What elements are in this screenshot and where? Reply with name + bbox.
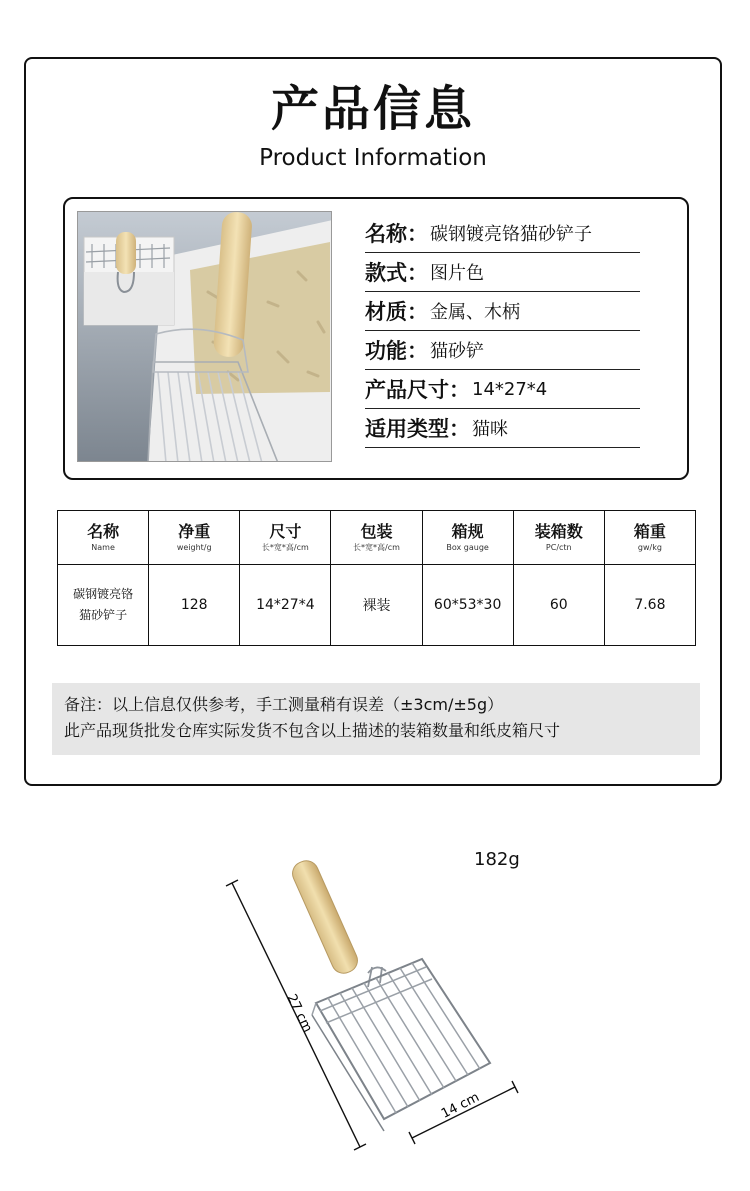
width-label: 14 cm bbox=[438, 1090, 482, 1122]
table-header-cell: 尺寸 长*宽*高/cm bbox=[240, 511, 331, 565]
spec-value: 图片色 bbox=[430, 263, 484, 284]
dimension-diagram bbox=[200, 855, 540, 1165]
spec-label: 产品尺寸： bbox=[365, 378, 470, 402]
spec-row-function bbox=[365, 331, 640, 370]
spec-row-material bbox=[365, 292, 640, 331]
table-header-cell: 净重 weight/g bbox=[149, 511, 240, 565]
spec-value: 14*27*4 bbox=[472, 378, 548, 400]
table-header-row bbox=[58, 511, 696, 565]
scoop-handle bbox=[289, 857, 362, 977]
spec-box bbox=[63, 197, 689, 480]
table-cell-name: 碳钢镀亮铬 猫砂铲子 bbox=[58, 565, 149, 646]
table-header-cell: 箱重 gw/kg bbox=[604, 511, 695, 565]
product-photo bbox=[77, 211, 332, 462]
table-header-cell: 包装 长*宽*高/cm bbox=[331, 511, 422, 565]
weight-label: 182g bbox=[474, 849, 520, 870]
spec-row-name bbox=[365, 214, 640, 253]
table-cell-pcs: 60 bbox=[513, 565, 604, 646]
packing-table bbox=[57, 510, 696, 646]
spec-value: 金属、木柄 bbox=[430, 302, 520, 323]
note-line: 备注：以上信息仅供参考，手工测量稍有误差（±3cm/±5g） bbox=[64, 695, 504, 714]
spec-label: 材质： bbox=[365, 300, 428, 324]
table-cell-box-gauge: 60*53*30 bbox=[422, 565, 513, 646]
spec-label: 款式： bbox=[365, 261, 428, 285]
spec-value: 猫砂铲 bbox=[430, 341, 484, 362]
spec-label: 功能： bbox=[365, 339, 428, 363]
table-row bbox=[58, 565, 696, 646]
spec-list bbox=[365, 214, 640, 448]
table-cell-box-weight: 7.68 bbox=[604, 565, 695, 646]
note-line: 此产品现货批发仓库实际发货不包含以上描述的装箱数量和纸皮箱尺寸 bbox=[64, 721, 561, 740]
spec-label: 适用类型： bbox=[365, 417, 470, 441]
length-label: 27 cm bbox=[283, 991, 315, 1035]
spec-row-style bbox=[365, 253, 640, 292]
note-box bbox=[52, 683, 700, 755]
table-header-cell: 名称 Name bbox=[58, 511, 149, 565]
spec-value: 猫咪 bbox=[472, 419, 508, 440]
table-cell-size: 14*27*4 bbox=[240, 565, 331, 646]
table-cell-package: 裸装 bbox=[331, 565, 422, 646]
page-subtitle: Product Information bbox=[259, 145, 487, 171]
table-header-cell: 箱规 Box gauge bbox=[422, 511, 513, 565]
spec-row-target bbox=[365, 409, 640, 448]
table-header-cell: 装箱数 PC/ctn bbox=[513, 511, 604, 565]
product-info-card bbox=[24, 57, 722, 786]
table-cell-weight: 128 bbox=[149, 565, 240, 646]
spec-label: 名称： bbox=[365, 222, 428, 246]
page-title: 产品信息 bbox=[270, 81, 475, 137]
spec-row-size bbox=[365, 370, 640, 409]
spec-value: 碳钢镀亮铬猫砂铲子 bbox=[430, 224, 592, 245]
